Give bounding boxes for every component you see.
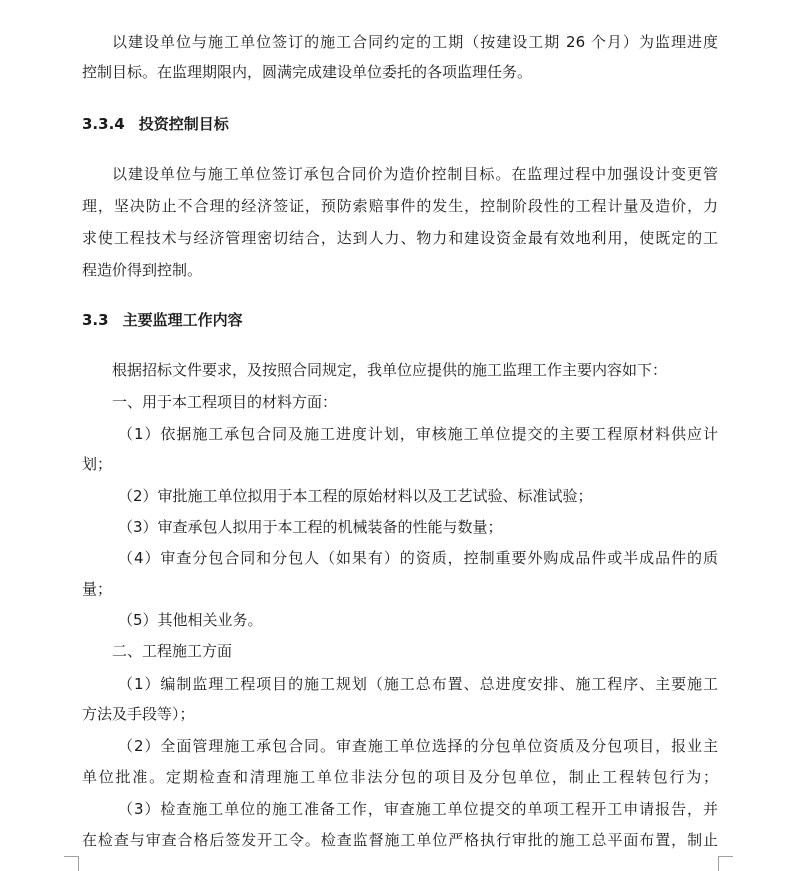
list-item-continuation: 在检查与审查合格后签发开工令。检查监督施工单位严格执行审批的施工总平面布置，制止 [82,831,718,849]
paragraph-line: 程造价得到控制。 [82,261,203,279]
list-item: （3）检查施工单位的施工准备工作，审查施工单位提交的单项工程开工申请报告，并 [118,800,718,818]
list-item-continuation: 单位批准。定期检查和清理施工单位非法分包的项目及分包单位，制止工程转包行为； [82,768,718,786]
paragraph-line: 理，坚决防止不合理的经济签证，预防索赔事件的发生，控制阶段性的工程计量及造价，力 [82,197,718,215]
paragraph-line: 以建设单位与施工单位签订承包合同价为造价控制目标。在监理过程中加强设计变更管 [112,165,718,183]
list-item: （2）全面管理施工承包合同。审查施工单位选择的分包单位资质及分包项目，报业主 [118,737,718,755]
list-item-continuation: 方法及手段等）； [82,705,195,723]
paragraph-line: 求使工程技术与经济管理密切结合，达到人力、物力和建设资金最有效地利用，使既定的工 [82,229,718,247]
intro-paragraph: 根据招标文件要求，及按照合同规定，我单位应提供的施工监理工作主要内容如下： [112,361,668,379]
list-item: （5）其他相关业务。 [118,611,263,629]
heading-number: 3.3.4 [82,115,125,133]
heading-number: 3.3 [82,311,109,329]
heading-title: 主要监理工作内容 [122,311,243,329]
section-heading-3-3-4 [82,114,229,134]
list-item-continuation: 量； [82,580,113,598]
subheading-materials: 一、用于本工程项目的材料方面： [112,393,338,411]
section-heading-3-3 [82,310,243,330]
list-item: （3）审查承包人拟用于本工程的机械装备的性能与数量； [118,518,503,536]
paragraph-line: 以建设单位与施工单位签订的施工合同约定的工期（按建设工期 26 个月）为监理进度 [112,33,718,51]
list-item: （1）编制监理工程项目的施工规划（施工总布置、总进度安排、施工程序、主要施工 [118,675,718,693]
paragraph-line: 控制目标。在监理期限内，圆满完成建设单位委托的各项监理任务。 [82,63,533,81]
list-item: （2）审批施工单位拟用于本工程的原始材料以及工艺试验、标准试验； [118,487,593,505]
heading-title: 投资控制目标 [138,115,229,133]
list-item: （4）审查分包合同和分包人（如果有）的资质，控制重要外购成品件或半成品件的质 [118,549,718,567]
list-item-continuation: 划； [82,455,113,473]
subheading-construction: 二、工程施工方面 [112,642,233,660]
list-item: （1）依据施工承包合同及施工进度计划，审核施工单位提交的主要工程原材料供应计 [118,425,718,443]
